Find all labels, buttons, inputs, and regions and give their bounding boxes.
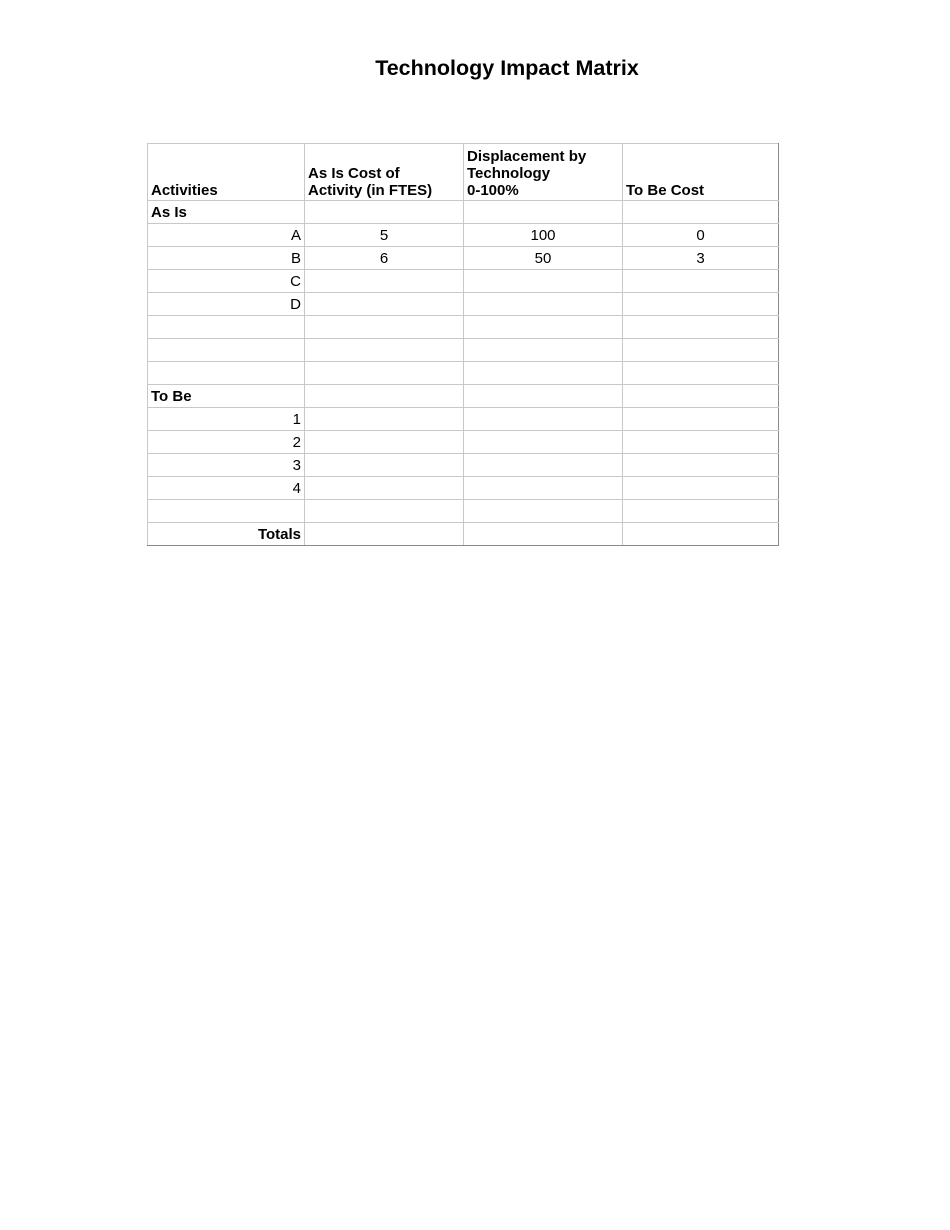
totals-label[interactable]: Totals: [148, 523, 305, 546]
as-is-cost-cell[interactable]: [305, 270, 464, 293]
table-row: [148, 454, 779, 477]
displacement-cell[interactable]: [464, 270, 623, 293]
to-be-cost-cell[interactable]: [623, 316, 779, 339]
table-cell[interactable]: [305, 385, 464, 408]
activity-cell[interactable]: [148, 339, 305, 362]
displacement-cell[interactable]: [464, 339, 623, 362]
header-displacement[interactable]: [464, 144, 623, 201]
to-be-cost-cell[interactable]: [623, 293, 779, 316]
table-cell[interactable]: [305, 201, 464, 224]
displacement-cell[interactable]: 100: [464, 224, 623, 247]
header-displacement-line-3: 0-100%: [467, 182, 519, 199]
displacement-cell[interactable]: [464, 500, 623, 523]
table-cell[interactable]: [464, 201, 623, 224]
activity-cell[interactable]: B: [148, 247, 305, 270]
header-displacement-line-2: Technology: [467, 165, 551, 182]
to-be-cost-cell[interactable]: 3: [623, 247, 779, 270]
to-be-cost-cell[interactable]: 0: [623, 224, 779, 247]
table-row: [148, 270, 779, 293]
header-as-is-cost-line-2: Activity (in FTES): [308, 182, 433, 199]
header-to-be-cost[interactable]: To Be Cost: [623, 144, 779, 201]
table-cell[interactable]: [623, 201, 779, 224]
to-be-cost-cell[interactable]: [623, 339, 779, 362]
activity-cell[interactable]: 1: [148, 408, 305, 431]
activity-cell[interactable]: [148, 316, 305, 339]
activity-cell[interactable]: 2: [148, 431, 305, 454]
activity-cell[interactable]: C: [148, 270, 305, 293]
as-is-cost-cell[interactable]: [305, 477, 464, 500]
as-is-cost-cell[interactable]: [305, 500, 464, 523]
table-row: [148, 293, 779, 316]
table-row: [148, 362, 779, 385]
to-be-cost-cell[interactable]: [623, 362, 779, 385]
activity-cell[interactable]: [148, 500, 305, 523]
totals-row: [148, 523, 779, 546]
total-as-is-cost-cell[interactable]: [305, 523, 464, 546]
as-is-cost-cell[interactable]: [305, 293, 464, 316]
activity-cell[interactable]: A: [148, 224, 305, 247]
section-label-as-is[interactable]: As Is: [148, 201, 305, 224]
total-displacement-cell[interactable]: [464, 523, 623, 546]
activity-cell[interactable]: [148, 362, 305, 385]
to-be-cost-cell[interactable]: [623, 500, 779, 523]
displacement-cell[interactable]: [464, 408, 623, 431]
displacement-cell[interactable]: [464, 477, 623, 500]
table-row: [148, 408, 779, 431]
activity-cell[interactable]: D: [148, 293, 305, 316]
as-is-cost-cell[interactable]: 6: [305, 247, 464, 270]
header-as-is-cost-line-1: As Is Cost of: [308, 165, 400, 182]
as-is-cost-cell[interactable]: [305, 431, 464, 454]
table-row: [148, 431, 779, 454]
to-be-cost-cell[interactable]: [623, 431, 779, 454]
displacement-cell[interactable]: [464, 362, 623, 385]
section-row-as-is: [148, 201, 779, 224]
displacement-cell[interactable]: 50: [464, 247, 623, 270]
section-label-to-be[interactable]: To Be: [148, 385, 305, 408]
header-activities[interactable]: Activities: [148, 144, 305, 201]
header-as-is-cost[interactable]: [305, 144, 464, 201]
table-row: [148, 477, 779, 500]
as-is-cost-cell[interactable]: 5: [305, 224, 464, 247]
header-row: [148, 144, 779, 201]
table-cell[interactable]: [464, 385, 623, 408]
as-is-cost-cell[interactable]: [305, 316, 464, 339]
header-displacement-line-1: Displacement by: [467, 148, 587, 165]
displacement-cell[interactable]: [464, 316, 623, 339]
to-be-cost-cell[interactable]: [623, 270, 779, 293]
table-cell[interactable]: [623, 385, 779, 408]
to-be-cost-cell[interactable]: [623, 408, 779, 431]
displacement-cell[interactable]: [464, 454, 623, 477]
as-is-cost-cell[interactable]: [305, 408, 464, 431]
as-is-cost-cell[interactable]: [305, 454, 464, 477]
table-row: [148, 224, 779, 247]
table-row: [148, 339, 779, 362]
total-to-be-cost-cell[interactable]: [623, 523, 779, 546]
page-title: Technology Impact Matrix: [375, 56, 639, 80]
as-is-cost-cell[interactable]: [305, 339, 464, 362]
section-row-to-be: [148, 385, 779, 408]
activity-cell[interactable]: 3: [148, 454, 305, 477]
impact-matrix-table: [147, 143, 779, 546]
to-be-cost-cell[interactable]: [623, 477, 779, 500]
table-row: [148, 316, 779, 339]
as-is-cost-cell[interactable]: [305, 362, 464, 385]
to-be-cost-cell[interactable]: [623, 454, 779, 477]
displacement-cell[interactable]: [464, 431, 623, 454]
table-row: [148, 247, 779, 270]
table-row: [148, 500, 779, 523]
displacement-cell[interactable]: [464, 293, 623, 316]
activity-cell[interactable]: 4: [148, 477, 305, 500]
